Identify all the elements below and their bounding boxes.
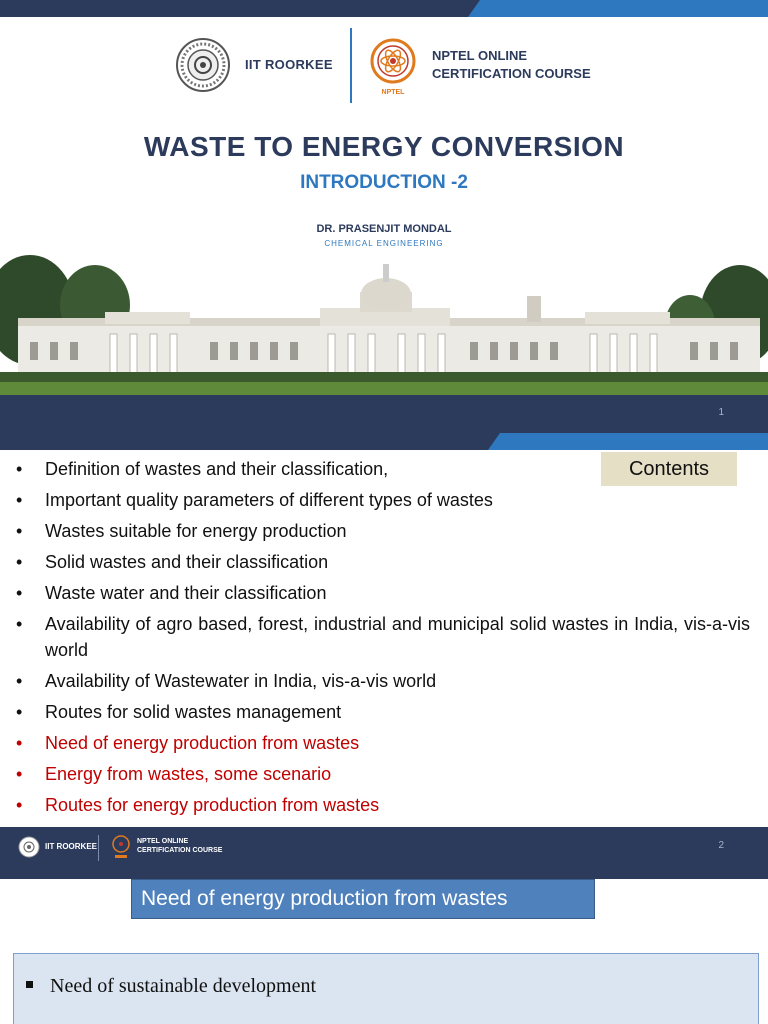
list-item (16, 549, 750, 575)
list-item (16, 487, 750, 513)
footer-institute-name: IIT ROORKEE (45, 842, 98, 851)
nptel-line-1: NPTEL ONLINE (432, 48, 528, 63)
nptel-seal-icon (368, 37, 418, 97)
bullet-icon: • (16, 490, 23, 510)
list-item-text: Routes for solid wastes management (45, 702, 342, 722)
list-item-text: Need of sustainable development (50, 975, 317, 997)
list-item-highlighted (16, 792, 750, 818)
bullet-icon: • (16, 671, 23, 691)
list-item-highlighted (16, 761, 750, 787)
campus-building-photo (0, 250, 768, 395)
list-item-text: Wastes suitable for energy production (45, 521, 347, 541)
slide-title: Need of energy production from wastes (131, 879, 595, 919)
footer-divider (98, 835, 99, 861)
list-item-text: Need of energy production from wastes (45, 733, 360, 753)
contents-label: Contents (601, 452, 737, 486)
bullet-icon: • (16, 795, 23, 815)
department-name: CHEMICAL ENGINEERING (324, 239, 444, 248)
list-item (16, 518, 750, 544)
footer-nptel-line-1: NPTEL ONLINE (137, 838, 189, 845)
iit-roorkee-seal-icon (176, 38, 230, 92)
bullet-icon: • (16, 552, 23, 572)
list-item-text: Availability of Wastewater in India, vis-a-vis world (45, 671, 437, 691)
bullet-icon: • (16, 459, 23, 479)
page-number: 1 (718, 407, 724, 418)
logo-row (0, 25, 768, 105)
nptel-line-2: CERTIFICATION COURSE (432, 66, 591, 81)
bullet-icon: • (16, 702, 23, 722)
contents-list (16, 456, 750, 823)
list-item (16, 668, 750, 694)
footer-nptel-course-name (137, 837, 222, 855)
bullet-icon: • (16, 764, 23, 784)
list-item (16, 699, 750, 725)
need-of-energy-slide (0, 879, 768, 1024)
nptel-seal-label: NPTEL (381, 89, 405, 96)
list-item-text: Definition of wastes and their classification, (45, 459, 389, 479)
lecture-subtitle: INTRODUCTION -2 (300, 172, 468, 193)
list-item-text: Routes for energy production from wastes (45, 795, 380, 815)
course-title: WASTE TO ENERGY CONVERSION (143, 131, 625, 162)
footer-nptel-line-2: CERTIFICATION COURSE (137, 847, 223, 854)
list-item (26, 975, 316, 998)
list-item-text: Solid wastes and their classification (45, 552, 329, 572)
list-item-text: Availability of agro based, forest, industrial and municipal solid wastes in India, vis-a-vis world (45, 614, 750, 660)
author-name: DR. PRASENJIT MONDAL (316, 223, 452, 235)
institute-name: IIT ROORKEE (245, 57, 333, 72)
title-slide (0, 0, 768, 433)
bullet-icon: • (16, 521, 23, 541)
logo-divider (350, 28, 352, 103)
page-number: 2 (718, 840, 724, 851)
top-bar-accent (468, 0, 768, 17)
list-item (16, 580, 750, 606)
bullet-icon: • (16, 733, 23, 753)
list-item-highlighted (16, 730, 750, 756)
list-item (16, 456, 750, 482)
iit-roorkee-seal-icon (18, 836, 40, 858)
bullet-icon: • (16, 583, 23, 603)
nptel-course-name (432, 47, 591, 83)
bullet-icon: • (16, 614, 23, 634)
list-item (16, 611, 750, 663)
square-bullet-icon (26, 981, 33, 988)
nptel-seal-icon (111, 834, 131, 860)
list-item-text: Energy from wastes, some scenario (45, 764, 332, 784)
bottom-bar (0, 395, 768, 433)
top-bar-accent (488, 433, 768, 450)
list-item-text: Waste water and their classification (45, 583, 327, 603)
contents-slide (0, 433, 768, 879)
list-item-text: Important quality parameters of different types of wastes (45, 490, 493, 510)
